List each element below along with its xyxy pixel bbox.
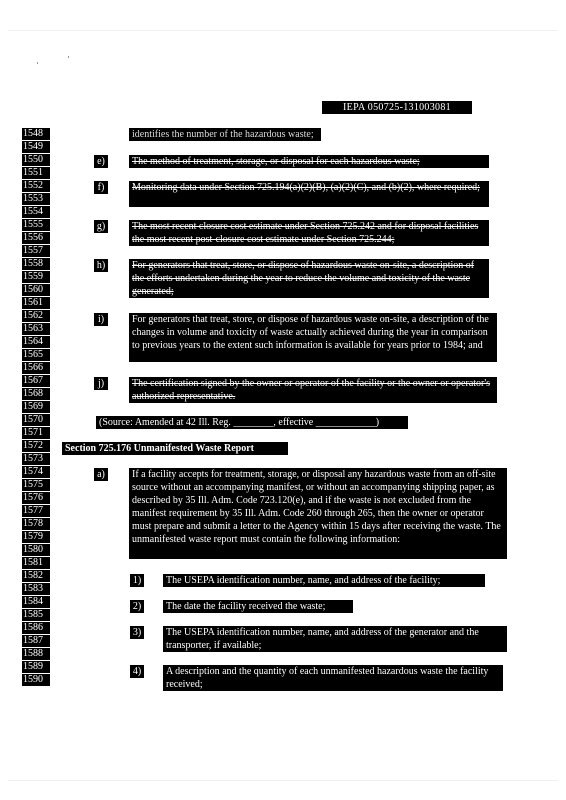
line-number: 1549 — [22, 141, 50, 153]
line-number: 1556 — [22, 232, 50, 244]
section-heading: Section 725.176 Unmanifested Waste Report — [62, 442, 288, 455]
line-number: 1571 — [22, 427, 50, 439]
line-number: 1582 — [22, 570, 50, 582]
line-number: 1557 — [22, 245, 50, 257]
line-number: 1559 — [22, 271, 50, 283]
line-number: 1589 — [22, 661, 50, 673]
numbered-text-4: A description and the quantity of each unmanifested hazardous waste the facility received; — [163, 665, 503, 691]
bottom-rule — [8, 780, 558, 781]
item-label-j: j) — [94, 377, 108, 390]
line-number: 1563 — [22, 323, 50, 335]
line-number: 1570 — [22, 414, 50, 426]
line-number: 1580 — [22, 544, 50, 556]
item-text-e: The method of treatment, storage, or disposal for each hazardous waste; — [129, 155, 489, 168]
line-number: 1587 — [22, 635, 50, 647]
continuation-text: identifies the number of the hazardous waste; — [129, 128, 321, 141]
line-number: 1569 — [22, 401, 50, 413]
line-number: 1590 — [22, 674, 50, 686]
item-text-g: The most recent closure cost estimate under Section 725.242 and for disposal facilities the most recent post-closure cost estimate under Section 725.244; — [129, 220, 489, 246]
line-number: 1548 — [22, 128, 50, 140]
item-label-h: h) — [94, 259, 108, 272]
numbered-label-2: 2) — [130, 600, 144, 613]
numbered-label-4: 4) — [130, 665, 144, 678]
line-number: 1551 — [22, 167, 50, 179]
line-number: 1585 — [22, 609, 50, 621]
line-number: 1578 — [22, 518, 50, 530]
top-rule — [8, 30, 558, 31]
scan-speck — [37, 62, 38, 64]
item-text-j: The certification signed by the owner or operator of the facility or the owner or operator's authorized representative. — [129, 377, 497, 403]
line-number: 1576 — [22, 492, 50, 504]
sub-a-text: If a facility accepts for treatment, storage, or disposal any hazardous waste from an off-site source without an accompanying manifest, or without an accompanying shipping paper, as described by 35 Ill. Adm. Code 723.120(e), and if the waste is not excluded from the manifest requirement by 35 Ill. Adm. Code 260 through 265, then the owner or operator must prepare and submit a letter to the Agency within 15 days after receiving the waste. The unmanifested waste report must contain the following information: — [129, 468, 507, 559]
numbered-text-2: The date the facility received the waste; — [163, 600, 353, 613]
line-number: 1555 — [22, 219, 50, 231]
item-text-f: Monitoring data under Section 725.194(a)(2)(B), (a)(2)(C), and (b)(2), where required; — [129, 181, 489, 207]
numbered-label-1: 1) — [130, 574, 144, 587]
line-number: 1579 — [22, 531, 50, 543]
item-label-e: e) — [94, 155, 108, 168]
line-number: 1584 — [22, 596, 50, 608]
line-number: 1562 — [22, 310, 50, 322]
line-number: 1558 — [22, 258, 50, 270]
line-number: 1566 — [22, 362, 50, 374]
line-number: 1572 — [22, 440, 50, 452]
document-number: IEPA 050725-131003081 — [322, 101, 472, 114]
source-note: (Source: Amended at 42 Ill. Reg. ________, effective ____________) — [96, 416, 408, 429]
line-number: 1553 — [22, 193, 50, 205]
sub-a-label: a) — [94, 468, 108, 481]
line-number: 1567 — [22, 375, 50, 387]
line-number: 1575 — [22, 479, 50, 491]
numbered-label-3: 3) — [130, 626, 144, 639]
item-label-f: f) — [94, 181, 108, 194]
line-number: 1552 — [22, 180, 50, 192]
item-label-g: g) — [94, 220, 108, 233]
line-number: 1586 — [22, 622, 50, 634]
line-number: 1560 — [22, 284, 50, 296]
scan-speck — [68, 56, 69, 58]
item-text-h: For generators that treat, store, or dispose of hazardous waste on-site, a description of the efforts undertaken during the year to reduce the volume and toxicity of the waste generated; — [129, 259, 489, 298]
line-number: 1568 — [22, 388, 50, 400]
line-number: 1554 — [22, 206, 50, 218]
line-number: 1581 — [22, 557, 50, 569]
line-number: 1565 — [22, 349, 50, 361]
numbered-text-1: The USEPA identification number, name, and address of the facility; — [163, 574, 485, 587]
item-label-i: i) — [94, 313, 108, 326]
line-number: 1574 — [22, 466, 50, 478]
line-number: 1564 — [22, 336, 50, 348]
item-text-i: For generators that treat, store, or dispose of hazardous waste on-site, a description of the changes in volume and toxicity of waste actually achieved during the year in comparison to previous years to the extent such information is available for years prior to 1984; and — [129, 313, 497, 362]
line-number: 1550 — [22, 154, 50, 166]
line-number: 1561 — [22, 297, 50, 309]
line-number: 1583 — [22, 583, 50, 595]
numbered-text-3: The USEPA identification number, name, and address of the generator and the transporter, if available; — [163, 626, 507, 652]
line-number: 1577 — [22, 505, 50, 517]
line-number: 1573 — [22, 453, 50, 465]
line-number: 1588 — [22, 648, 50, 660]
